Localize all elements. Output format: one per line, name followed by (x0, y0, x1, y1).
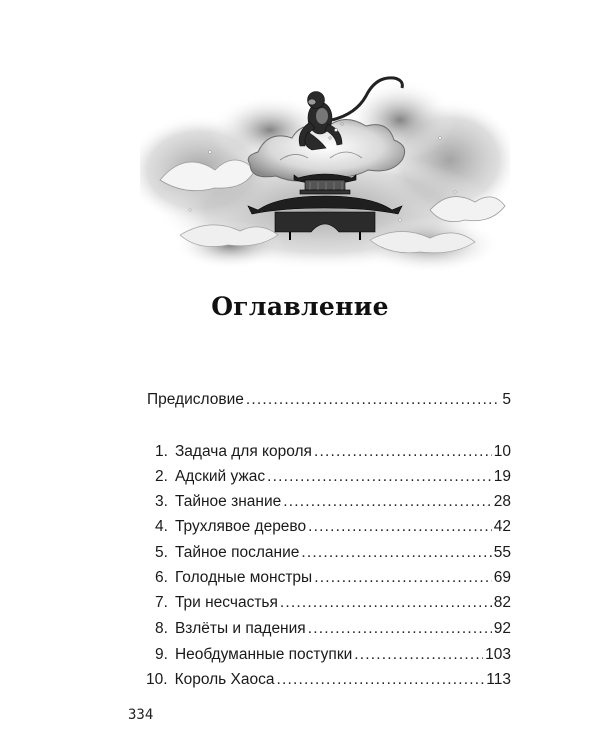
toc-item-page: 103 (485, 646, 511, 663)
toc-leader-dots (354, 645, 483, 665)
toc-item-chapter-8[interactable] (155, 619, 511, 639)
toc-leader-dots (308, 619, 492, 639)
toc-item-number: 1. (155, 443, 168, 460)
toc-item-number: 10. (146, 671, 168, 688)
toc-item-chapter-1[interactable] (155, 442, 511, 462)
toc-item-label: Необдуманные поступки (174, 646, 353, 663)
toc-item-number: 9. (155, 646, 168, 663)
toc-item-page: 19 (493, 468, 511, 485)
toc-leader-dots (283, 492, 492, 512)
page-title: Оглавление (211, 292, 389, 321)
toc-item-label: Трухлявое дерево (174, 518, 307, 535)
toc-item-label: Тайное знание (174, 493, 282, 510)
toc-item-chapter-3[interactable] (155, 492, 511, 512)
toc-item-label: Три несчастья (174, 594, 278, 611)
toc-item-chapter-9[interactable] (155, 645, 511, 665)
toc-item-page: 10 (493, 443, 511, 460)
toc-item-number: 2. (155, 468, 168, 485)
page-number: 334 (128, 707, 154, 723)
toc-item-label: Адский ужас (174, 468, 266, 485)
toc-item-number: 4. (155, 518, 168, 535)
toc-item-page: 55 (493, 544, 511, 561)
toc-item-preface[interactable] (147, 390, 511, 410)
toc-item-label: Король Хаоса (174, 671, 275, 688)
toc-leader-dots (277, 670, 485, 690)
toc-item-chapter-10[interactable] (146, 670, 511, 690)
toc-leader-dots (267, 467, 492, 487)
toc-item-page: 28 (493, 493, 511, 510)
toc-item-label: Тайное послание (174, 544, 300, 561)
toc-item-page: 82 (493, 594, 511, 611)
toc-item-number: 8. (155, 620, 168, 637)
toc-item-number: 7. (155, 594, 168, 611)
toc-leader-dots (314, 568, 492, 588)
toc-item-label: Взлёты и падения (174, 620, 306, 637)
toc-item-label: Задача для короля (174, 443, 312, 460)
toc-item-page: 42 (493, 518, 511, 535)
toc-item-label: Голодные монстры (174, 569, 313, 586)
toc-item-page: 5 (502, 391, 511, 408)
toc-item-chapter-7[interactable] (155, 593, 511, 613)
toc-leader-dots (314, 442, 492, 462)
toc-item-chapter-2[interactable] (155, 467, 511, 487)
toc-item-page: 92 (493, 620, 511, 637)
toc-item-chapter-5[interactable] (155, 543, 511, 563)
toc-item-chapter-4[interactable] (155, 517, 511, 537)
toc-item-label: Предисловие (147, 391, 244, 408)
toc-item-number: 3. (155, 493, 168, 510)
toc-leader-dots (246, 390, 501, 410)
toc-leader-dots (301, 543, 491, 563)
toc-item-page: 113 (486, 671, 511, 688)
toc-item-page: 69 (493, 569, 511, 586)
toc-leader-dots (308, 517, 492, 537)
monkey-on-cloud-pagoda-icon (140, 60, 510, 275)
toc-item-number: 6. (155, 569, 168, 586)
toc-leader-dots (280, 593, 492, 613)
toc-item-number: 5. (155, 544, 168, 561)
toc-item-chapter-6[interactable] (155, 568, 511, 588)
